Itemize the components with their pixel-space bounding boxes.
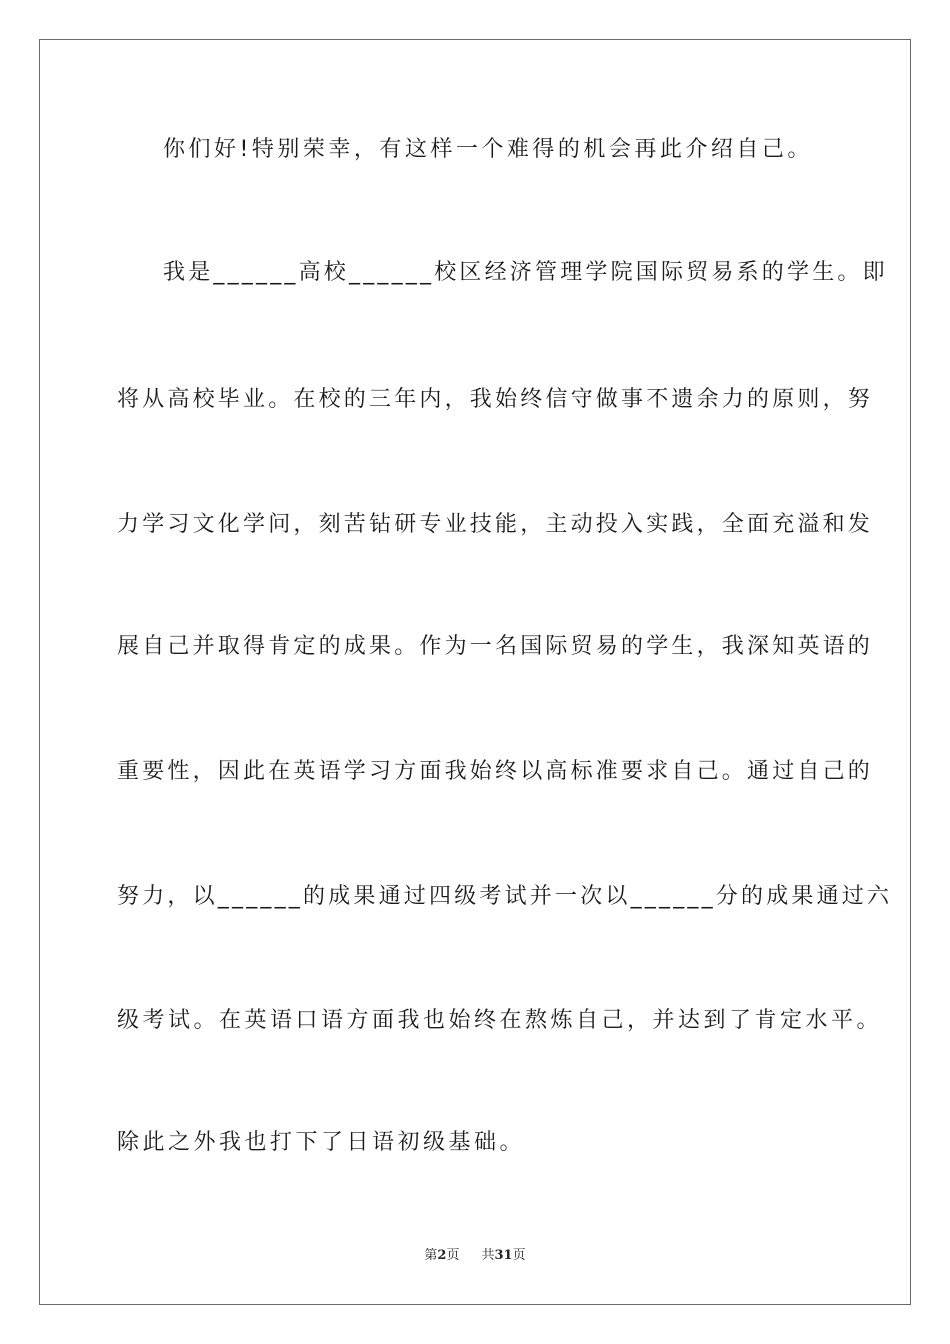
page-suffix: 页 — [446, 1248, 460, 1263]
page-border — [39, 39, 911, 1305]
total-pages: 31 — [494, 1248, 513, 1263]
text-line: 你们好!特别荣幸，有这样一个难得的机会再此介绍自己。 — [163, 137, 813, 162]
page-footer — [0, 1247, 950, 1265]
text-line: 展自己并取得肯定的成果。作为一名国际贸易的学生，我深知英语的 — [117, 634, 874, 659]
text-line: 努力，以______的成果通过四级考试并一次以______分的成果通过六 — [117, 884, 893, 909]
text-line: 将从高校毕业。在校的三年内，我始终信守做事不遗余力的原则，努 — [117, 387, 874, 412]
page-prefix: 第 — [424, 1248, 438, 1263]
text-line: 我是______高校______校区经济管理学院国际贸易系的学生。即 — [163, 260, 888, 285]
total-suffix: 页 — [512, 1248, 526, 1263]
text-line: 重要性，因此在英语学习方面我始终以高标准要求自己。通过自己的 — [117, 759, 874, 784]
text-line: 除此之外我也打下了日语初级基础。 — [117, 1130, 526, 1155]
text-line: 级考试。在英语口语方面我也始终在熬炼自己，并达到了肯定水平。 — [117, 1008, 883, 1033]
text-line: 力学习文化学问，刻苦钻研专业技能，主动投入实践，全面充溢和发 — [117, 512, 874, 537]
page-number: 2 — [437, 1248, 447, 1263]
total-prefix: 共 — [481, 1248, 495, 1263]
